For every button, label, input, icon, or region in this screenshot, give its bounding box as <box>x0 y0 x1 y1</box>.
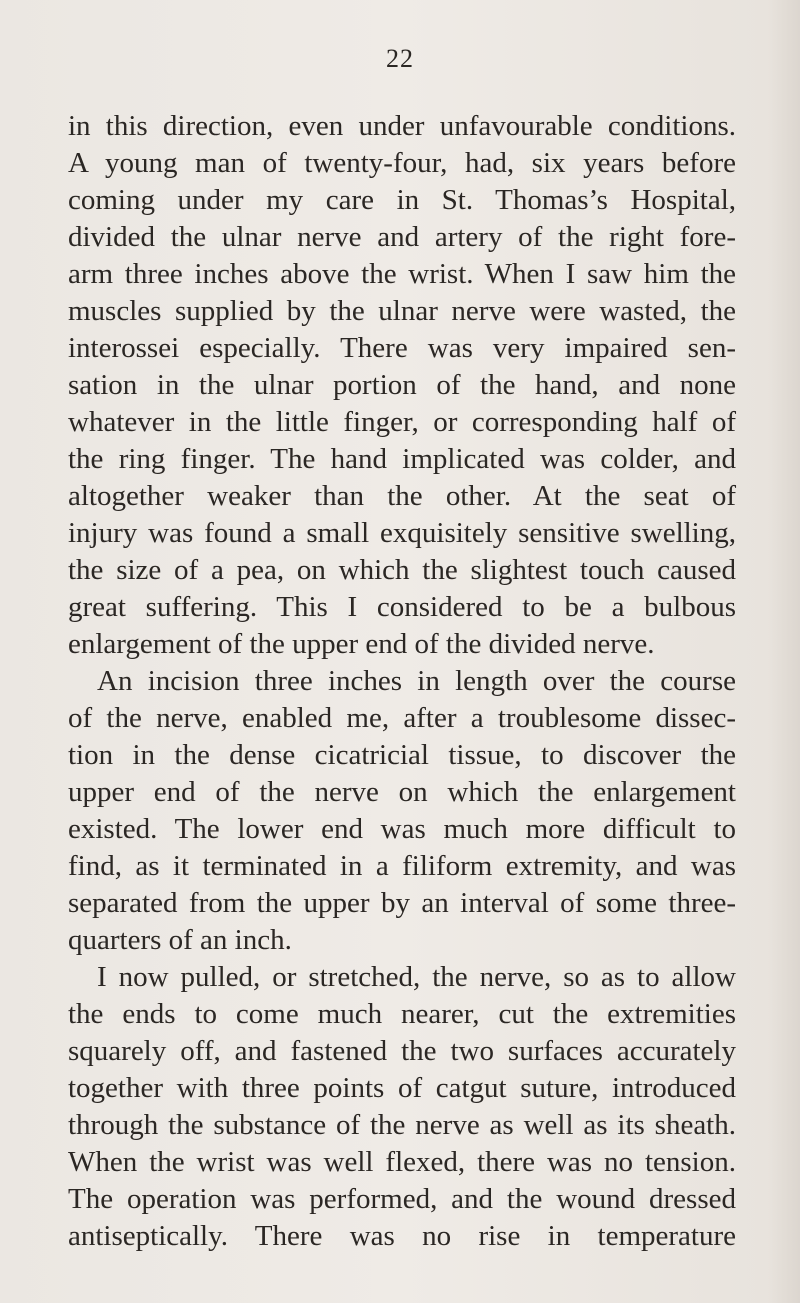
text-line: I now pulled, or stretched, the nerve, so as to allow <box>97 961 736 993</box>
body-text <box>68 108 736 1255</box>
text-line: separated from the upper by an interval of some three- <box>68 887 736 919</box>
text-line: whatever in the little finger, or corresponding half of <box>68 406 736 438</box>
text-line: in this direction, even under unfavourable conditions. <box>68 110 736 142</box>
text-line: the ring finger. The hand implicated was colder, and <box>68 443 736 475</box>
text-line: enlargement of the upper end of the divided nerve. <box>68 628 655 660</box>
text-line: When the wrist was well flexed, there was no tension. <box>68 1146 736 1178</box>
text-line: the size of a pea, on which the slightest touch caused <box>68 554 736 586</box>
text-line: A young man of twenty-four, had, six years before <box>68 147 736 179</box>
text-line: the ends to come much nearer, cut the extremities <box>68 998 736 1030</box>
text-line: injury was found a small exquisitely sensitive swelling, <box>68 517 736 549</box>
text-line: The operation was performed, and the wound dressed <box>68 1183 736 1215</box>
text-line: antiseptically. There was no rise in temperature <box>68 1220 736 1252</box>
text-line: interossei especially. There was very impaired sen- <box>68 332 736 364</box>
text-line: great suffering. This I considered to be a bulbous <box>68 591 736 623</box>
text-line: divided the ulnar nerve and artery of the right fore- <box>68 221 736 253</box>
text-line: An incision three inches in length over the course <box>97 665 736 697</box>
text-line: existed. The lower end was much more difficult to <box>68 813 736 845</box>
text-line: together with three points of catgut suture, introduced <box>68 1072 736 1104</box>
text-line: coming under my care in St. Thomas’s Hospital, <box>68 184 736 216</box>
text-line: sation in the ulnar portion of the hand, and none <box>68 369 736 401</box>
text-line: upper end of the nerve on which the enlargement <box>68 776 736 808</box>
text-line: quarters of an inch. <box>68 924 292 956</box>
text-line: squarely off, and fastened the two surfaces accurately <box>68 1035 736 1067</box>
text-line: tion in the dense cicatricial tissue, to discover the <box>68 739 736 771</box>
text-line: find, as it terminated in a filiform extremity, and was <box>68 850 736 882</box>
text-line: arm three inches above the wrist. When I saw him the <box>68 258 736 290</box>
text-line: of the nerve, enabled me, after a troublesome dissec- <box>68 702 736 734</box>
page-number: 22 <box>386 44 414 73</box>
text-line: through the substance of the nerve as well as its sheath. <box>68 1109 736 1141</box>
text-line: muscles supplied by the ulnar nerve were wasted, the <box>68 295 736 327</box>
text-line: altogether weaker than the other. At the seat of <box>68 480 736 512</box>
